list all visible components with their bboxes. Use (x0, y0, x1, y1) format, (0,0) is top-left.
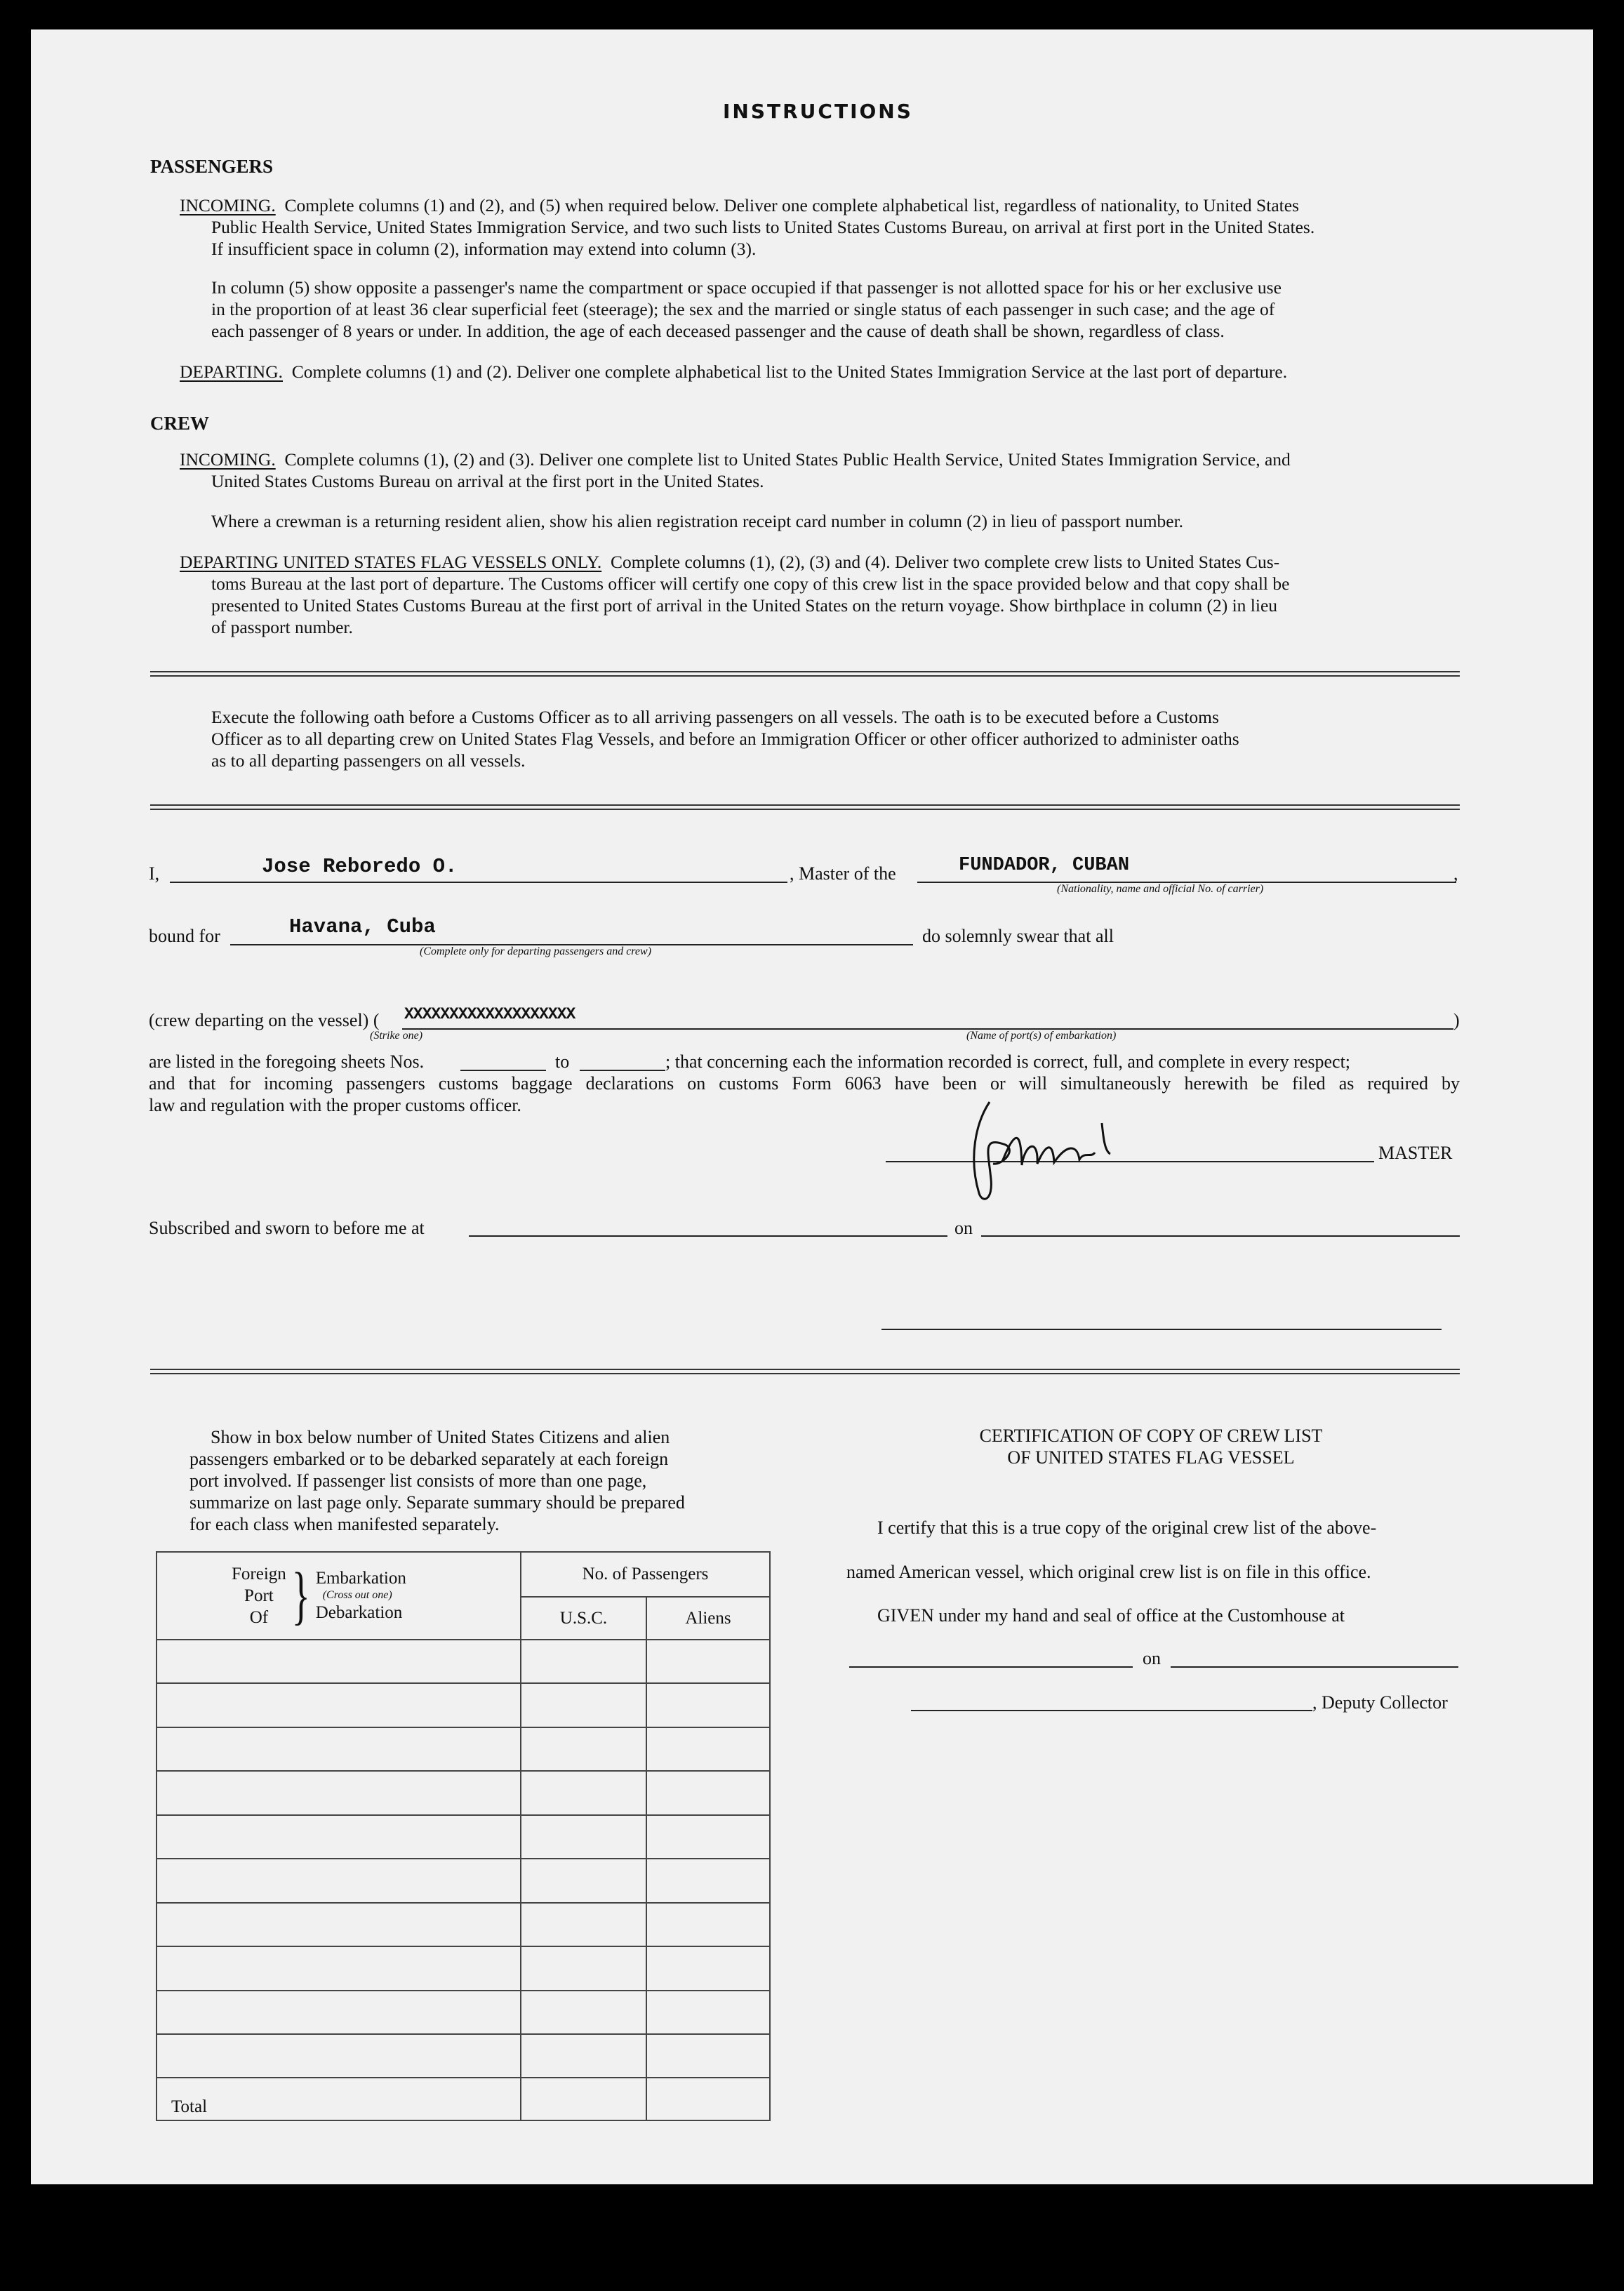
usc-cell[interactable] (521, 1991, 646, 2034)
summary-text: port involved. If passenger list consists of more than one page, (189, 1470, 647, 1491)
master-name-field[interactable]: Jose Reboredo O. (262, 855, 458, 878)
listed-to: to (555, 1051, 570, 1072)
aliens-cell[interactable] (646, 1640, 770, 1683)
sheet-to-line (580, 1070, 665, 1071)
port-cell[interactable] (157, 1771, 521, 1814)
oath-note-paragraph (211, 706, 1401, 771)
deputy-collector-line (911, 1710, 1312, 1711)
crew-departing-text: of passport number. (211, 617, 353, 637)
crew-departing-text: presented to United States Customs Bureau at the first port of arrival in the United States on the return voyage. Show birthplace in column (2) in lieu (211, 595, 1278, 616)
oath-note-text: Execute the following oath before a Customs Officer as to all arriving passengers on all vessels. The oath is to be executed before a Customs (211, 707, 1219, 727)
summary-text: passengers embarked or to be debarked separately at each foreign (189, 1449, 669, 1469)
table-row (157, 1859, 770, 1902)
summary-instructions (189, 1426, 738, 1535)
usc-cell[interactable] (521, 1727, 646, 1771)
vessel-caption: (Nationality, name and official No. of carrier) (1057, 883, 1264, 895)
no-of-passengers-header: No. of Passengers (521, 1552, 770, 1597)
passengers-incoming-text: Complete columns (1) and (2), and (5) when required below. Deliver one complete alphabetical list, regardless of nationality, to United States (284, 195, 1299, 215)
aliens-cell[interactable] (646, 2034, 770, 2078)
certification-given: GIVEN under my hand and seal of office at the Customhouse at (877, 1605, 1345, 1626)
listed-prefix: are listed in the foregoing sheets Nos. (149, 1051, 425, 1072)
master-of-label: , Master of the (790, 863, 896, 884)
passengers-departing-text: Complete columns (1) and (2). Deliver one complete alphabetical list to the United States Immigration Service at the last port of departure. (291, 361, 1288, 382)
master-name-line (170, 882, 787, 883)
passengers-departing-paragraph (180, 361, 1460, 383)
usc-cell[interactable] (521, 1683, 646, 1727)
usc-cell[interactable] (521, 1946, 646, 1990)
table-row (157, 1946, 770, 1990)
crew-departing-text: toms Bureau at the last port of departure. The Customs officer will certify one copy of this crew list in the space provided below and that copy shall be (211, 573, 1290, 594)
master-label: MASTER (1378, 1143, 1453, 1163)
aliens-cell[interactable] (646, 1683, 770, 1727)
aliens-cell[interactable] (646, 1991, 770, 2034)
crew-departing-vessel-label: (crew departing on the vessel) ( (149, 1010, 380, 1030)
sworn-date-line (981, 1235, 1460, 1237)
port-cell[interactable] (157, 1727, 521, 1771)
port-cell[interactable] (157, 1991, 521, 2034)
crew-departing-text: Complete columns (1), (2), (3) and (4). Deliver two complete crew lists to United States Cus- (610, 552, 1280, 572)
column5-text: each passenger of 8 years or under. In addition, the age of each deceased passenger and the cause of death shall be shown, regardless of class. (211, 321, 1225, 341)
aliens-cell[interactable] (646, 1903, 770, 1946)
usc-total-cell[interactable] (521, 2078, 646, 2120)
brace-icon: } (291, 1560, 310, 1632)
port-cell[interactable] (157, 1815, 521, 1859)
passengers-heading: PASSENGERS (150, 156, 274, 177)
table-row (157, 1683, 770, 1727)
aliens-cell[interactable] (646, 1815, 770, 1859)
usc-cell[interactable] (521, 1903, 646, 1946)
ports-caption: (Name of port(s) of embarkation) (966, 1030, 1117, 1042)
table-row (157, 1727, 770, 1771)
double-rule (150, 1369, 1460, 1374)
oath-note-text: as to all departing passengers on all vessels. (211, 750, 526, 771)
double-rule (150, 671, 1460, 677)
certification-text: I certify that this is a true copy of the original crew list of the above- (877, 1518, 1377, 1538)
table-row (157, 1903, 770, 1946)
column5-text: in the proportion of at least 36 clear superficial feet (steerage); the sex and the married or single status of each passenger in such case; and the age of (211, 299, 1275, 319)
strike-caption: (Strike one) (370, 1030, 423, 1042)
passengers-incoming-text: Public Health Service, United States Immigration Service, and two such lists to United States Customs Bureau, on arrival at first port in the United States. (211, 217, 1315, 237)
swear-text: do solemnly swear that all (922, 926, 1114, 946)
deputy-collector-label: , Deputy Collector (1312, 1692, 1448, 1713)
double-rule (150, 804, 1460, 810)
usc-cell[interactable] (521, 1771, 646, 1814)
table-row (157, 2034, 770, 2078)
vessel-field[interactable]: FUNDADOR, CUBAN (959, 855, 1130, 876)
embarkation-label[interactable]: Embarkation (315, 1569, 406, 1588)
of-label: Of (249, 1607, 269, 1627)
cross-out-caption: (Cross out one) (322, 1589, 392, 1602)
summary-text: summarize on last page only. Separate summary should be prepared (189, 1492, 685, 1513)
passengers-departing-label: DEPARTING. (180, 361, 283, 382)
aliens-total-cell[interactable] (646, 2078, 770, 2120)
sheet-from-line (460, 1070, 546, 1071)
column5-text: In column (5) show opposite a passenger's name the compartment or space occupied if that passenger is not allotted space for his or her exclusive use (211, 277, 1282, 298)
port-cell[interactable] (157, 1946, 521, 1990)
summary-text: for each class when manifested separately. (189, 1514, 500, 1534)
usc-cell[interactable] (521, 2034, 646, 2078)
port-label: Port (244, 1586, 274, 1605)
aliens-header: Aliens (646, 1597, 770, 1639)
usc-cell[interactable] (521, 1859, 646, 1902)
table-row (157, 1771, 770, 1814)
listed-text: and that for incoming passengers customs baggage declarations on customs Form 6063 have been or will simultaneously herewith be filed as required by (149, 1073, 1460, 1094)
sworn-place-line (469, 1235, 947, 1237)
listed-text: law and regulation with the proper customs officer. (149, 1095, 521, 1115)
debarkation-label[interactable]: Debarkation (315, 1603, 403, 1623)
crew-incoming-text: United States Customs Bureau on arrival at the first port in the United States. (211, 471, 764, 491)
crew-incoming-text: Complete columns (1), (2) and (3). Deliver one complete list to United States Public Health Service, United States Immigration Service, and (284, 449, 1291, 470)
certification-title (842, 1425, 1460, 1468)
table-row (157, 1815, 770, 1859)
listed-suffix: ; that concerning each the information recorded is correct, full, and complete in every respect; (665, 1051, 1351, 1072)
port-cell[interactable] (157, 1640, 521, 1683)
crew-incoming-label: INCOMING. (180, 449, 276, 470)
destination-field[interactable]: Havana, Cuba (289, 915, 436, 938)
aliens-cell[interactable] (646, 1771, 770, 1814)
table-row (157, 1640, 770, 1683)
crew-incoming-paragraph (180, 449, 1460, 492)
certification-title-line: OF UNITED STATES FLAG VESSEL (1007, 1447, 1295, 1468)
crew-returning-paragraph: Where a crewman is a returning resident alien, show his alien registration receipt card number in column (2) in lieu of passport number. (211, 511, 1184, 531)
table-row (157, 1991, 770, 2034)
passengers-incoming-label: INCOMING. (180, 195, 276, 215)
usc-cell[interactable] (521, 1815, 646, 1859)
port-header-cell (157, 1552, 521, 1640)
officer-signature-line (881, 1329, 1442, 1330)
bound-for-label: bound for (149, 926, 220, 946)
struck-option: XXXXXXXXXXXXXXXXXXX (404, 1005, 575, 1023)
sworn-on-label: on (954, 1218, 973, 1238)
certification-date-line (1171, 1666, 1458, 1668)
usc-header: U.S.C. (521, 1597, 646, 1639)
certification-text: named American vessel, which original crew list is on file in this office. (846, 1562, 1371, 1582)
vessel-comma: , (1453, 863, 1458, 884)
usc-cell[interactable] (521, 1640, 646, 1683)
passengers-incoming-paragraph (180, 194, 1460, 260)
crew-heading: CREW (150, 413, 210, 434)
aliens-cell[interactable] (646, 1727, 770, 1771)
crew-departing-paragraph (180, 551, 1460, 638)
oath-note-text: Officer as to all departing crew on United States Flag Vessels, and before an Immigration Officer or other officer authorized to administer oaths (211, 729, 1239, 749)
close-paren: ) (1453, 1010, 1460, 1030)
crew-departing-label: DEPARTING UNITED STATES FLAG VESSELS ONLY. (180, 552, 602, 572)
aliens-cell[interactable] (646, 1946, 770, 1990)
port-cell[interactable] (157, 1859, 521, 1902)
certification-title-line: CERTIFICATION OF COPY OF CREW LIST (979, 1426, 1323, 1446)
destination-caption: (Complete only for departing passengers and crew) (420, 945, 652, 957)
master-signature (954, 1095, 1165, 1207)
aliens-cell[interactable] (646, 1859, 770, 1902)
passenger-summary-table (156, 1551, 771, 2121)
oath-i-label: I, (149, 863, 160, 884)
ports-line (402, 1028, 1453, 1030)
passengers-incoming-text: If insufficient space in column (2), information may extend into column (3). (211, 239, 757, 259)
customhouse-line (849, 1666, 1133, 1668)
port-cell[interactable] (157, 1903, 521, 1946)
port-cell[interactable] (157, 2034, 521, 2078)
total-label: Total (157, 2078, 521, 2120)
foreign-label: Foreign (232, 1564, 286, 1583)
instructions-title: INSTRUCTIONS (723, 100, 913, 123)
port-cell[interactable] (157, 1683, 521, 1727)
summary-text: Show in box below number of United States Citizens and alien (211, 1427, 670, 1447)
passengers-column5-paragraph (211, 277, 1460, 342)
certification-on-label: on (1143, 1648, 1161, 1668)
total-row (157, 2078, 770, 2120)
subscribed-label: Subscribed and sworn to before me at (149, 1218, 425, 1238)
